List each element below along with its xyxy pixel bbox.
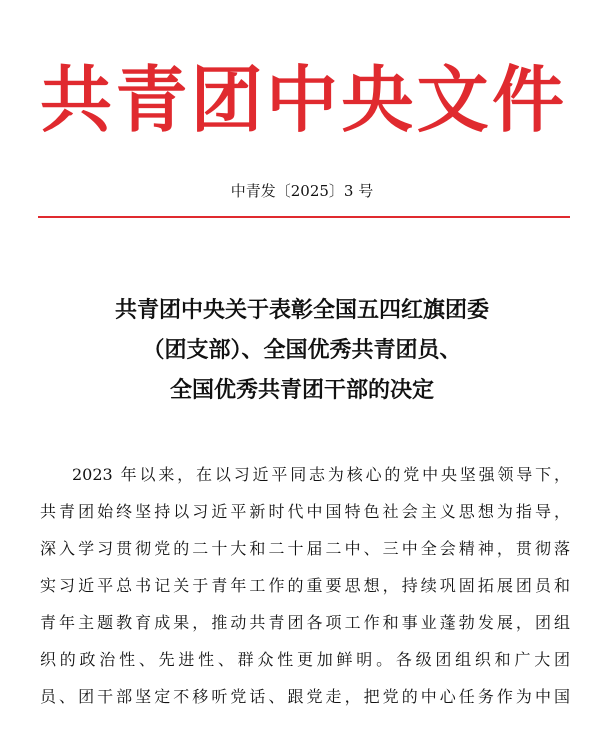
document-number: 中青发〔2025〕3 号 [230, 182, 374, 200]
title-line: 共青团中央关于表彰全国五四红旗团委 [114, 297, 489, 323]
body-line: 深入学习贯彻党的二十大和二十届二中、三中全会精神，贯彻落 [40, 539, 570, 558]
body-line: 实习近平总书记关于青年工作的重要思想，持续巩固拓展团员和 [40, 576, 570, 595]
masthead-char: 文 [416, 57, 489, 142]
body-line: 织的政治性、先进性、群众性更加鲜明。各级团组织和广大团 [40, 650, 570, 669]
document-title [40, 290, 564, 410]
body-line: 青年主题教育成果，推动共青团各项工作和事业蓬勃发展，团组 [40, 613, 570, 632]
body-line: 员、团干部坚定不移听党话、跟党走，把党的中心任务作为中国 [40, 687, 570, 706]
masthead-title [40, 58, 564, 142]
body-paragraph [40, 456, 570, 715]
masthead-char: 中 [265, 57, 338, 142]
red-divider-line [38, 216, 570, 218]
body-line: 共青团始终坚持以习近平新时代中国特色社会主义思想为指导， [40, 502, 570, 521]
masthead-char: 件 [491, 57, 564, 142]
masthead-char: 青 [115, 57, 188, 142]
masthead-char: 央 [341, 57, 414, 142]
masthead-char: 团 [190, 57, 263, 142]
masthead-char: 共 [40, 57, 113, 142]
body-line: 2023 年以来，在以习近平同志为核心的党中央坚强领导下， [72, 465, 570, 484]
title-line: 全国优秀共青团干部的决定 [169, 377, 434, 403]
title-line: （团支部）、全国优秀共青团员、 [142, 337, 462, 363]
